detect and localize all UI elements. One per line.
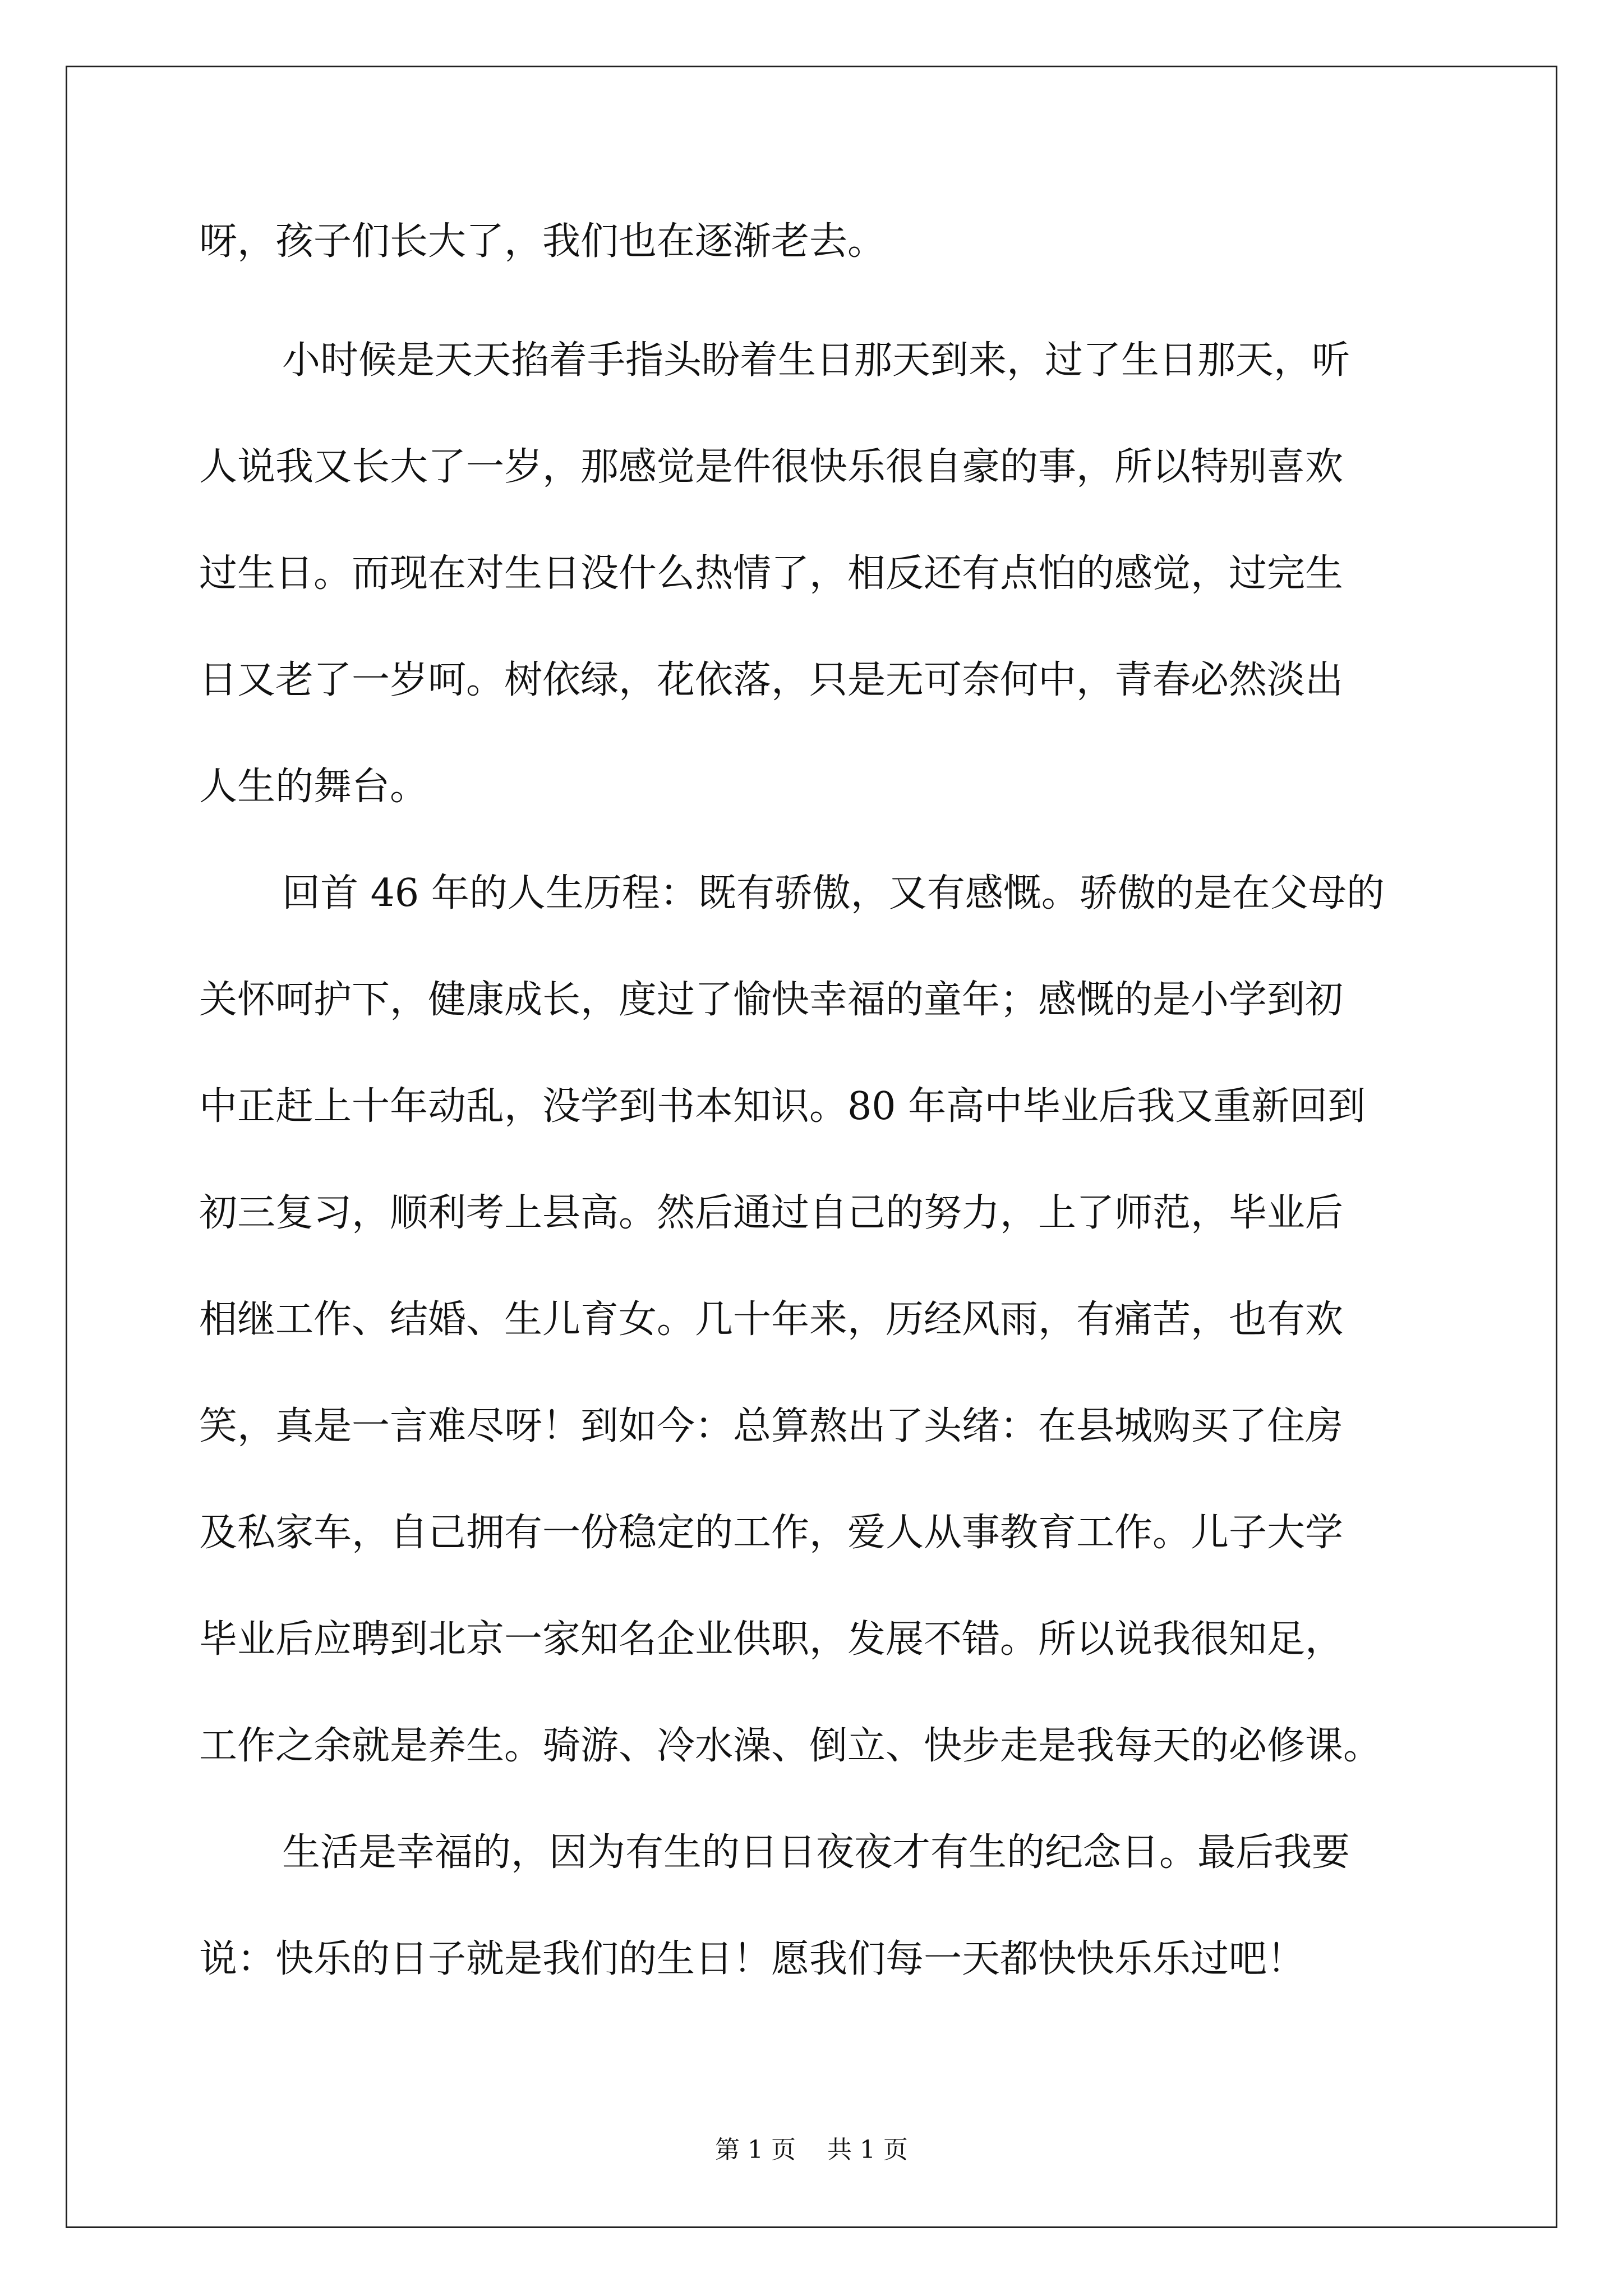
text-line: 工作之余就是养生。骑游、冷水澡、倒立、快步走是我每天的必修课。	[199, 1724, 1382, 1768]
text-line: 中正赶上十年动乱，没学到书本知识。80 年高中毕业后我又重新回到	[199, 1084, 1366, 1129]
page-footer: 第 1 页 共 1 页	[715, 2136, 908, 2164]
paragraph-first-line: 小时候是天天掐着手指头盼着生日那天到来，过了生日那天，听	[282, 338, 1350, 383]
text-line: 人说我又长大了一岁，那感觉是件很快乐很自豪的事，所以特别喜欢	[199, 445, 1344, 489]
text-line: 说：快乐的日子就是我们的生日！愿我们每一天都快快乐乐过吧！	[199, 1937, 1306, 1981]
text-line: 呀，孩子们长大了，我们也在逐渐老去。	[199, 219, 886, 264]
text-line: 日又老了一岁呵。树依绿，花依落，只是无可奈何中，青春必然淡出	[199, 658, 1344, 702]
text-line: 及私家车，自己拥有一份稳定的工作，爱人从事教育工作。儿子大学	[199, 1511, 1344, 1555]
text-line: 相继工作、结婚、生儿育女。几十年来，历经风雨，有痛苦，也有欢	[199, 1297, 1344, 1342]
text-line: 人生的舞台。	[199, 765, 428, 809]
text-line: 过生日。而现在对生日没什么热情了，相反还有点怕的感觉，过完生	[199, 551, 1344, 596]
text-line: 关怀呵护下，健康成长，度过了愉快幸福的童年；感慨的是小学到初	[199, 978, 1344, 1022]
text-line: 笑，真是一言难尽呀！到如今：总算熬出了头绪：在县城购买了住房	[199, 1404, 1344, 1448]
paragraph-first-line: 生活是幸福的，因为有生的日日夜夜才有生的纪念日。最后我要	[282, 1830, 1350, 1875]
text-line: 毕业后应聘到北京一家知名企业供职，发展不错。所以说我很知足，	[199, 1617, 1344, 1662]
text-line: 初三复习，顺利考上县高。然后通过自己的努力，上了师范，毕业后	[199, 1191, 1344, 1235]
paragraph-first-line: 回首 46 年的人生历程：既有骄傲，又有感慨。骄傲的是在父母的	[282, 871, 1385, 915]
page-border	[66, 66, 1557, 2228]
